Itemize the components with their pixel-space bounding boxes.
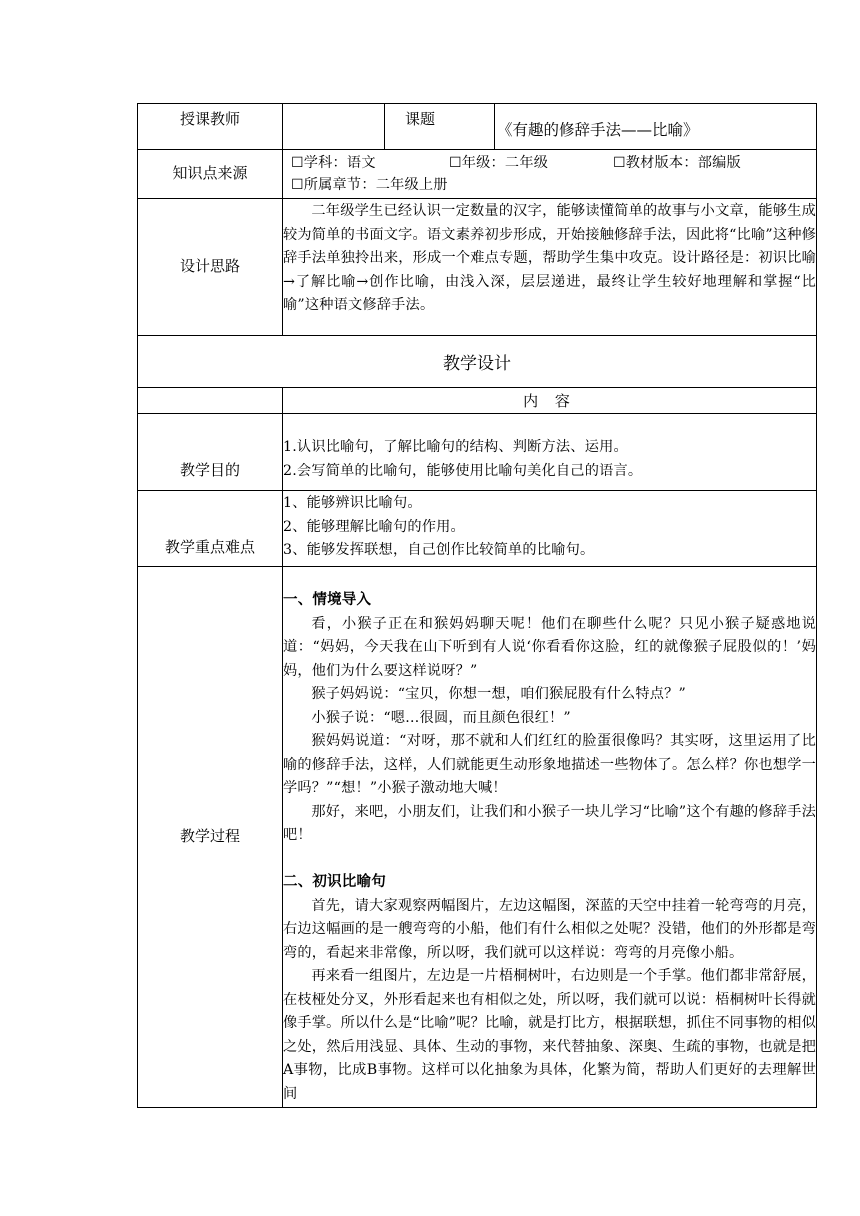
- edition-text: 教材版本：部编版: [625, 155, 741, 171]
- key-points-row: [138, 491, 817, 567]
- subject-checkbox[interactable]: ☐: [291, 155, 304, 171]
- header-row: [138, 104, 817, 150]
- section1-paragraph: 猴子妈妈说：“宝贝，你想一想，咱们猴屁股有什么特点？”: [311, 686, 686, 702]
- design-cell: [283, 199, 817, 336]
- section2-title: 二、初识比喻句: [283, 874, 386, 890]
- key-points-label: 教学重点难点: [138, 491, 283, 567]
- key-points-cell: [283, 491, 817, 567]
- chapter-checkbox[interactable]: ☐: [291, 177, 304, 193]
- key-point-item: 1、能够辨识比喻句。: [283, 495, 422, 511]
- topic-label: 课题: [385, 104, 495, 150]
- goals-row: [138, 414, 817, 491]
- subject-text: 学科：语文: [303, 155, 376, 171]
- design-text: 二年级学生已经认识一定数量的汉字，能够读懂简单的故事与小文章，能够生成较为简单的书面文字。语文素养初步形成，开始接触修辞手法，因此将“比喻”这种修辞手法单独拎出来，形成一个难点专题，帮助学生集中攻克。设计路径是：初识比喻→了解比喻→创作比喻，由浅入深，层层递进，最终让学生较好地理解和掌握“比喻”这种语文修辞手法。: [283, 203, 816, 313]
- goal-item: 1.认识比喻句，了解比喻句的结构、判断方法、运用。: [283, 439, 628, 455]
- section1-paragraph: 看，小猴子正在和猴妈妈聊天呢！他们在聊些什么呢？只见小猴子疑惑地说道：“妈妈，今天我在山下听到有人说‘你看看你这脸，红的就像猴子屁股似的！’妈妈，他们为什么要这样说呀？”: [283, 615, 816, 679]
- section1-paragraph: 猴妈妈说道：“对呀，那不就和人们红红的脸蛋很像吗？其实呀，这里运用了比喻的修辞手法，这样，人们就能更生动形象地描述一些物体了。怎么样？你也想学一学吗？”“想！”小猴子激动地大喊！: [283, 733, 816, 796]
- design-row: [138, 199, 817, 336]
- source-values: [283, 150, 817, 199]
- key-point-item: 2、能够理解比喻句的作用。: [283, 518, 465, 535]
- goals-cell: [283, 414, 817, 491]
- key-point-item: 3、能够发挥联想，自己创作比较简单的比喻句。: [283, 542, 595, 558]
- teaching-design-title: 教学设计: [138, 336, 817, 388]
- content-header-row: [138, 388, 817, 414]
- goals-label: 教学目的: [138, 414, 283, 491]
- section1-paragraph: 小猴子说：“嗯…很圆，而且颜色很红！”: [311, 709, 571, 726]
- chapter-text: 所属章节：二年级上册: [303, 177, 448, 193]
- grade-text: 年级：二年级: [461, 155, 549, 171]
- source-row: [138, 150, 817, 199]
- content-header-empty: [138, 388, 283, 414]
- edition-checkbox[interactable]: ☐: [613, 155, 626, 171]
- blank-line: [283, 848, 816, 872]
- grade-checkbox[interactable]: ☐: [449, 155, 462, 171]
- section1-title: 一、情境导入: [283, 592, 372, 608]
- section1-paragraph: 那好，来吧，小朋友们，让我们和小猴子一块儿学习“比喻”这个有趣的修辞手法吧！: [283, 803, 816, 843]
- topic-value: 《有趣的修辞手法——比喻》: [495, 104, 817, 150]
- source-label: 知识点来源: [138, 150, 283, 199]
- content-header: 内 容: [283, 388, 817, 414]
- section2-paragraph: 首先，请大家观察两幅图片，左边这幅图，深蓝的天空中挂着一轮弯弯的月亮，右边这幅画的是一艘弯弯的小船，他们有什么相似之处呢？没错，他们的外形都是弯弯的，看起来非常像，所以呀，我们就可以这样说：弯弯的月亮像小船。: [283, 897, 816, 961]
- process-cell: [283, 567, 817, 1108]
- section2-paragraph: 再来看一组图片，左边是一片梧桐树叶，右边则是一个手掌。他们都非常舒展，在枝桠处分叉，外形看起来也有相似之处，所以呀，我们就可以说：梧桐树叶长得就像手掌。所以什么是“比喻”呢？比喻，就是打比方，根据联想，抓住不同事物的相似之处，然后用浅显、具体、生动的事物，来代替抽象、深奥、生疏的事物，也就是把A事物，比成B事物。这样可以化抽象为具体，化繁为简，帮助人们更好的去理解世间: [283, 968, 816, 1102]
- process-row: [138, 567, 817, 1108]
- process-label: 教学过程: [138, 567, 283, 1108]
- design-label: 设计思路: [138, 199, 283, 336]
- goal-item: 2.会写简单的比喻句，能够使用比喻句美化自己的语言。: [283, 462, 643, 479]
- teaching-design-row: [138, 336, 817, 388]
- teacher-label: 授课教师: [138, 104, 283, 150]
- teacher-value: [283, 104, 385, 150]
- lesson-plan-table: [137, 103, 817, 1108]
